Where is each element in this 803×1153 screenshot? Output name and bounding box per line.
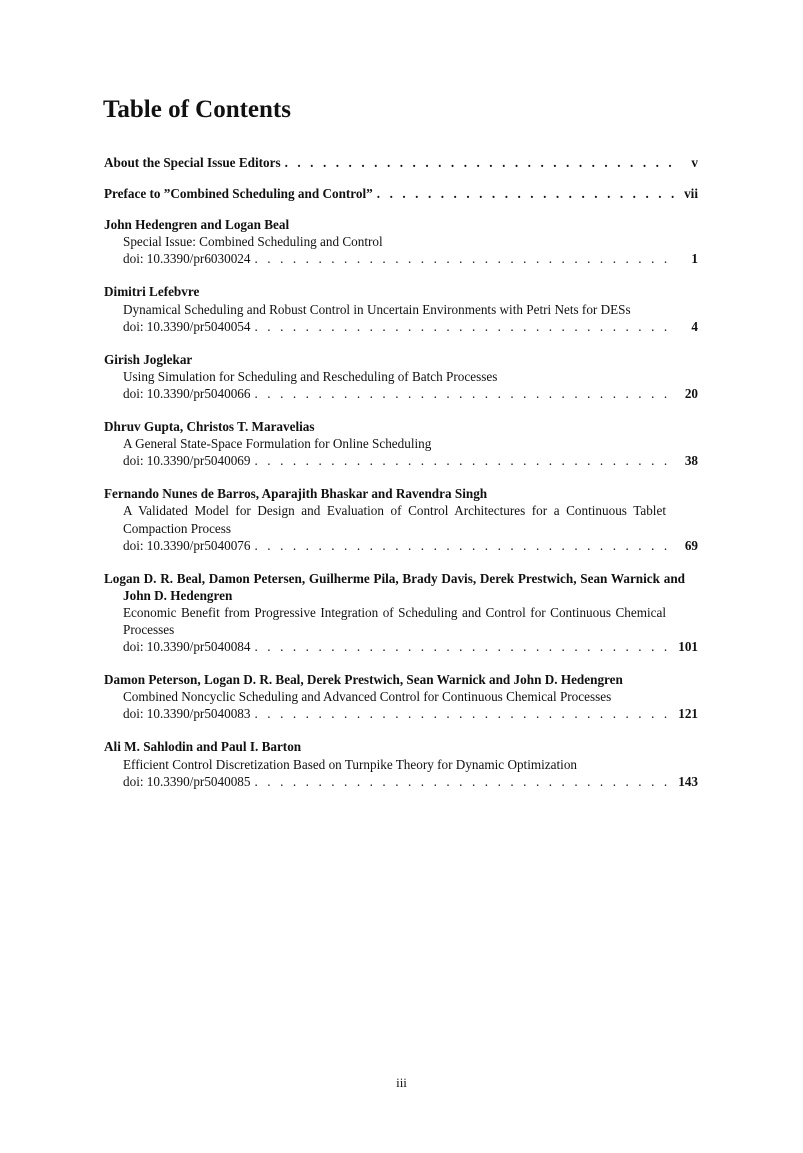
entry-authors: Logan D. R. Beal, Damon Petersen, Guilherme Pila, Brady Davis, Derek Prestwich, Sean Warnick and John D. Hedengren — [104, 570, 685, 603]
toc-item-page: v — [691, 155, 698, 170]
entry-doi[interactable]: doi: 10.3390/pr5040069 — [123, 453, 251, 469]
dot-leader — [254, 638, 674, 655]
entry-title: A Validated Model for Design and Evaluation of Control Architectures for a Continuous Tablet Compaction Process — [123, 503, 666, 536]
entry-page: 69 — [684, 537, 698, 553]
entry-page: 143 — [678, 773, 698, 789]
entry-page: 4 — [691, 318, 698, 334]
entry-doi[interactable]: doi: 10.3390/pr5040066 — [123, 385, 251, 401]
toc-item-preface[interactable] — [104, 185, 698, 202]
entry-title: Special Issue: Combined Scheduling and Control — [123, 234, 383, 250]
entry-page: 121 — [678, 706, 698, 722]
page-number: iii — [396, 1075, 407, 1090]
entry-doi[interactable]: doi: 10.3390/pr5040083 — [123, 706, 251, 722]
toc-entry[interactable] — [104, 671, 698, 722]
page-title: Table of Contents — [103, 96, 291, 123]
entry-title: Dynamical Scheduling and Robust Control in Uncertain Environments with Petri Nets for DESs — [123, 301, 631, 317]
entry-authors: John Hedengren and Logan Beal — [104, 217, 290, 233]
dot-leader — [254, 318, 674, 335]
entry-authors: Girish Joglekar — [104, 351, 193, 367]
entry-authors: Dhruv Gupta, Christos T. Maravelias — [104, 419, 315, 435]
toc-entry[interactable] — [104, 570, 698, 655]
entry-title: Using Simulation for Scheduling and Rescheduling of Batch Processes — [123, 368, 498, 384]
dot-leader — [254, 385, 674, 402]
dot-leader — [254, 537, 674, 554]
dot-leader — [254, 773, 674, 790]
toc-entry[interactable] — [104, 351, 698, 402]
entry-title: A General State-Space Formulation for Online Scheduling — [123, 436, 432, 452]
toc-entry[interactable] — [104, 418, 698, 469]
entry-page: 101 — [678, 639, 698, 655]
entry-authors: Damon Peterson, Logan D. R. Beal, Derek Prestwich, Sean Warnick and John D. Hedengren — [104, 672, 623, 688]
entry-authors: Ali M. Sahlodin and Paul I. Barton — [104, 739, 302, 755]
entry-doi[interactable]: doi: 10.3390/pr5040085 — [123, 773, 251, 789]
entry-page: 38 — [684, 453, 698, 469]
toc-item-label: About the Special Issue Editors — [104, 155, 281, 170]
dot-leader — [254, 250, 674, 267]
dot-leader — [254, 452, 674, 469]
entry-doi[interactable]: doi: 10.3390/pr5040076 — [123, 537, 251, 553]
dot-leader — [285, 154, 674, 171]
entry-title: Economic Benefit from Progressive Integration of Scheduling and Control for Continuous Chemical Processes — [123, 604, 666, 637]
dot-leader — [254, 705, 674, 722]
entry-doi[interactable]: doi: 10.3390/pr5040084 — [123, 639, 251, 655]
entry-page: 20 — [684, 385, 698, 401]
entry-authors: Fernando Nunes de Barros, Aparajith Bhaskar and Ravendra Singh — [104, 486, 488, 502]
table-of-contents — [104, 154, 698, 806]
toc-item-editors[interactable] — [104, 154, 698, 171]
toc-entry[interactable] — [104, 216, 698, 267]
entry-title: Combined Noncyclic Scheduling and Advanced Control for Continuous Chemical Processes — [123, 689, 612, 705]
dot-leader — [377, 185, 674, 202]
toc-item-page: vii — [684, 186, 698, 202]
toc-item-label: Preface to ”Combined Scheduling and Control” — [104, 186, 373, 202]
toc-entry[interactable] — [104, 283, 698, 334]
entry-doi[interactable]: doi: 10.3390/pr5040054 — [123, 318, 251, 334]
entry-title: Efficient Control Discretization Based on Turnpike Theory for Dynamic Optimization — [123, 756, 578, 772]
entry-doi[interactable]: doi: 10.3390/pr6030024 — [123, 251, 251, 267]
toc-entry[interactable] — [104, 485, 698, 553]
toc-entry[interactable] — [104, 738, 698, 789]
entry-authors: Dimitri Lefebvre — [104, 284, 200, 300]
entry-page: 1 — [691, 251, 698, 267]
